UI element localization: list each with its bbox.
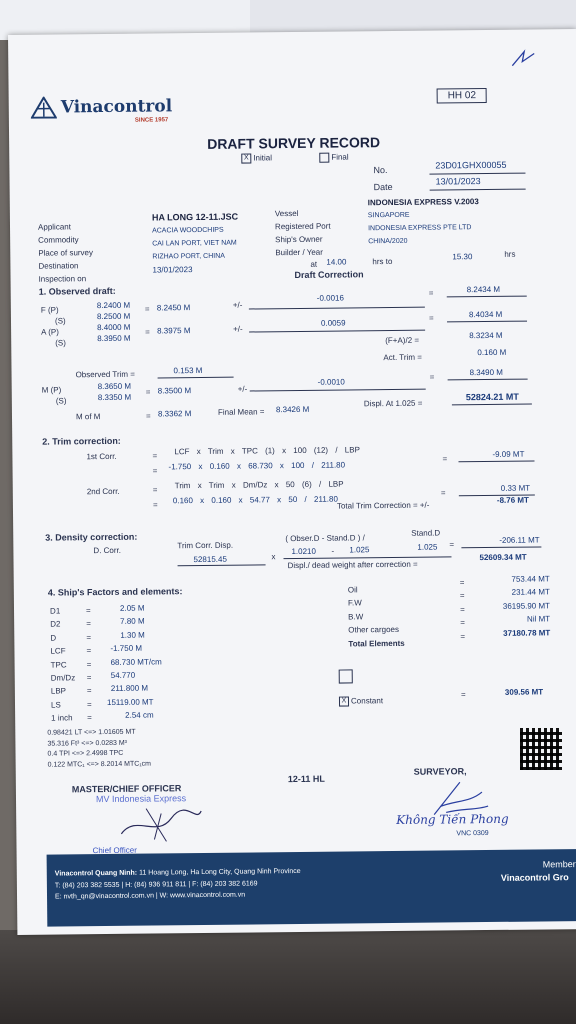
no-value: 23D01GHX00055	[435, 159, 507, 171]
registered-port-label: Registered Port	[274, 221, 331, 232]
owner-value: INDONESIA EXPRESS PTE LTD	[368, 224, 472, 233]
company-address: 11 Hoang Long, Ha Long City, Quang Ninh Province	[139, 867, 301, 877]
commodity-label: Commodity	[38, 235, 79, 245]
obs-d-value: 1.0210	[291, 546, 316, 557]
first-corr-values	[168, 460, 345, 471]
f-result: 8.2434 M	[466, 284, 501, 295]
draft-survey-document	[8, 29, 576, 935]
f2v-div: /	[304, 494, 307, 504]
d-corr-label: D. Corr.	[93, 545, 122, 556]
place-label: Place of survey	[38, 248, 94, 258]
density-eq: =	[449, 540, 455, 550]
eq-other: =	[460, 618, 465, 628]
eq-ls: =	[86, 700, 92, 710]
second-corr-label: 2nd Corr.	[86, 486, 120, 497]
surveyor-code: VNC 0309	[456, 830, 489, 838]
factor-dmdz-label: Dm/Dz	[50, 673, 76, 683]
vessel-short: 12-11 HL	[287, 773, 325, 785]
inspection-value: 13/01/2023	[152, 265, 193, 275]
mp-label: M (P)	[41, 385, 62, 395]
density-x: x	[271, 552, 276, 562]
surveyor-label: SURVEYOR,	[413, 766, 467, 777]
factor-tpc-value: 68.730 MT/cm	[110, 657, 162, 667]
density-formula-top: ( Obser.D - Stand.D ) /	[285, 533, 365, 544]
element-labels	[348, 583, 405, 651]
f2-lbp: LBP	[328, 479, 344, 489]
at-label: at	[310, 259, 318, 269]
company-name: Vinacontrol Quang Ninh:	[54, 869, 138, 878]
factor-d2-label: D2	[50, 619, 61, 629]
right-info-labels	[275, 207, 331, 260]
f2v-trim: 0.160	[172, 496, 193, 506]
s2-heading: 2. Trim correction:	[42, 435, 121, 447]
element-bw-label: B.W	[348, 612, 364, 622]
eq-fw: =	[459, 591, 465, 601]
ap-value: 8.4000 M	[97, 322, 131, 333]
a-mean: 8.3975 M	[157, 326, 191, 336]
eq-tpc: =	[86, 659, 92, 669]
a-result: 8.4034 M	[468, 309, 503, 320]
final-check-box	[319, 153, 329, 163]
total-trim-label: Total Trim Correction = +/-	[336, 500, 430, 511]
applicant-value: HA LONG 12-11.JSC	[151, 211, 239, 223]
m-corr: -0.0010	[317, 377, 345, 387]
factor-d1-value: 2.05 M	[119, 603, 145, 613]
f-mean: 8.2450 M	[156, 303, 191, 313]
eq-dmdz: =	[86, 673, 92, 683]
fore-aft-readings	[97, 300, 131, 344]
constant-label: Constant	[350, 696, 384, 706]
a-pm: +/-	[233, 324, 243, 334]
builder-label: Builder / Year	[275, 247, 323, 258]
f1-100: x 100 (12)	[282, 445, 329, 456]
factor-d-value: 1.30 M	[120, 630, 145, 640]
final-label: Final	[331, 152, 349, 162]
constant-eq: =	[460, 690, 466, 700]
inspection-label: Inspection on	[38, 274, 87, 284]
first-corr-label: 1st Corr.	[86, 451, 117, 462]
ms-label: (S)	[55, 396, 67, 406]
factor-lbp-label: LBP	[50, 686, 67, 697]
hrs-to-label: hrs to	[372, 256, 393, 267]
constant-check-mark: X	[339, 696, 349, 706]
hrs-label: hrs	[504, 249, 516, 259]
f1-x2: x	[230, 446, 235, 456]
chief-officer-stamp: Chief Officer	[92, 845, 137, 856]
f2-xtrim: x Trim	[197, 480, 225, 491]
fore-labels	[41, 304, 66, 348]
element-fw-value: 231.44 MT	[511, 587, 550, 598]
factor-d-label: D	[50, 633, 57, 643]
master-vessel: MV Indonesia Express	[95, 793, 187, 805]
builder-value: CHINA/2020	[368, 237, 408, 246]
second-corr-eq2: =	[152, 500, 158, 510]
eq-total: =	[460, 631, 466, 641]
fa2-label: (F+A)/2 =	[385, 335, 420, 346]
logo-name: Vinacontrol	[60, 96, 173, 118]
destination-value: RIZHAO PORT, CHINA	[152, 252, 225, 261]
conv-ft: 35.316 Ft³ <=> 0.0283 M³	[47, 739, 128, 748]
factor-d1-label: D1	[49, 606, 61, 616]
act-trim-label: Act. Trim =	[383, 352, 422, 363]
trim-corr-disp-label: Trim Corr. Disp.	[177, 540, 234, 551]
to-value: 15.30	[452, 252, 473, 262]
fp-value: 8.2400 M	[96, 300, 131, 311]
eq-inch: =	[87, 713, 92, 723]
fp-label: F (P)	[40, 305, 59, 315]
final-checkbox	[319, 152, 348, 162]
as-label: (S)	[55, 338, 66, 348]
f2v-dmdz: 54.77	[249, 495, 270, 505]
f2-trim: Trim	[174, 481, 191, 491]
background-table	[0, 930, 576, 1024]
m-eq: =	[145, 387, 151, 397]
f2v-x2: x	[238, 495, 243, 505]
f2v-trim2: 0.160	[211, 495, 232, 505]
f1v-tpc: 68.730	[248, 461, 273, 471]
f1-div: /	[335, 445, 338, 455]
m-result-eq: =	[429, 372, 435, 382]
conv-tpi: 0.4 TPI <=> 2.4998 TPC	[47, 749, 124, 758]
displ-value: 52824.21 MT	[465, 391, 519, 403]
displ-after-label: Displ./ dead weight after correction =	[287, 559, 418, 571]
no-label: No.	[373, 165, 388, 176]
handwritten-mark-icon	[508, 47, 538, 69]
doc-ref: HH 02	[437, 88, 488, 104]
eq-bw: =	[459, 605, 465, 615]
eq-d: =	[86, 632, 92, 643]
eq-oil: =	[459, 578, 465, 588]
member-label: Member	[542, 859, 576, 870]
f1-x1: x	[196, 447, 201, 457]
density-result: -206.11 MT	[499, 535, 540, 545]
logo	[31, 96, 57, 123]
factor-values	[106, 601, 162, 722]
place-value: CAI LAN PORT, VIET NAM	[152, 239, 237, 248]
left-info-labels	[38, 220, 93, 286]
fs-value: 8.2500 M	[96, 311, 131, 322]
act-trim-value: 0.160 M	[477, 347, 507, 358]
factor-inch-value: 2.54 cm	[125, 710, 154, 721]
f2-div: /	[318, 479, 322, 489]
f1v-lcf: -1.750	[168, 462, 192, 472]
second-corr-formula	[175, 480, 344, 491]
f-pm: +/-	[232, 300, 243, 310]
second-corr-eq: =	[152, 485, 158, 495]
first-corr-formula	[174, 445, 360, 456]
a-eq: =	[145, 327, 150, 337]
ships-owner-label: Ship's Owner	[275, 234, 323, 245]
fs-label: (S)	[54, 316, 66, 326]
vinacontrol-emblem-icon	[31, 96, 57, 118]
applicant-label: Applicant	[37, 222, 71, 232]
mid-labels	[42, 384, 67, 406]
first-corr-eq2: =	[152, 466, 158, 476]
element-eqs	[460, 576, 465, 643]
f1v-x3: x	[279, 461, 284, 471]
second-result-eq: =	[440, 488, 446, 498]
right-info-values	[368, 195, 480, 248]
element-other-value: Nil MT	[526, 614, 551, 624]
s3-heading: 3. Density correction:	[45, 531, 138, 543]
mp-value: 8.3650 M	[97, 381, 132, 392]
conversion-table	[47, 728, 151, 771]
registered-port-value: SINGAPORE	[367, 211, 410, 220]
f1v-x2: x	[236, 461, 241, 471]
mofm-eq: =	[145, 411, 151, 421]
eq-lbp: =	[86, 686, 92, 696]
eq-d1: =	[85, 606, 91, 616]
initial-check-mark: X	[241, 153, 251, 163]
vessel-value: INDONESIA EXPRESS V.2003	[367, 197, 479, 208]
master-label: MASTER/CHIEF OFFICER	[71, 783, 182, 795]
obs-trim-label: Observed Trim =	[75, 369, 135, 380]
f2-50: 50 (6)	[285, 479, 312, 490]
initial-checkbox	[241, 153, 272, 163]
std-d-value-2: 1.025	[417, 542, 438, 552]
constant-row	[339, 696, 383, 706]
m-pm: +/-	[237, 384, 248, 394]
element-bw-value: 36195.90 MT	[502, 601, 551, 611]
a-corr: 0.0059	[320, 318, 346, 328]
date-label: Date	[373, 181, 393, 193]
f1v-x1: x	[198, 461, 203, 472]
initial-label: Initial	[253, 153, 273, 163]
ap-label: A (P)	[41, 327, 59, 337]
f-corr: -0.0016	[316, 293, 344, 303]
factor-d2-value: 7.80 M	[120, 617, 145, 627]
final-mean-label: Final Mean =	[217, 407, 265, 417]
displ-label: Displ. At 1.025 =	[363, 398, 423, 409]
f-eq: =	[144, 304, 150, 314]
total-trim-value: -8.76 MT	[496, 495, 529, 505]
factor-lcf-value: -1.750 M	[110, 643, 143, 654]
factor-lcf-label: LCF	[50, 646, 66, 656]
destination-label: Destination	[38, 261, 79, 271]
qr-code-icon	[520, 728, 562, 770]
master-signature-icon	[116, 803, 206, 844]
first-corr-eq: =	[152, 451, 158, 461]
m-result: 8.3490 M	[469, 367, 503, 378]
first-result-eq: =	[442, 454, 448, 464]
m-mean: 8.3500 M	[157, 386, 192, 396]
f1-lbp: LBP	[344, 445, 360, 455]
factor-tpc-label: TPC	[50, 660, 67, 670]
f2v-lbp: 211.80	[313, 494, 338, 504]
factor-inch-label: 1 inch	[51, 713, 73, 723]
f2-x2: x	[274, 480, 279, 490]
eq-d2: =	[86, 619, 91, 629]
element-total-label: Total Elements	[348, 638, 405, 649]
factor-eqs	[86, 604, 92, 725]
s4-heading: 4. Ship's Factors and elements:	[47, 586, 183, 598]
as-value: 8.3950 M	[97, 333, 131, 344]
mofm-value: 8.3362 M	[157, 409, 192, 419]
vessel-label: Vessel	[274, 208, 299, 219]
stand-d-label: Stand.D	[411, 528, 441, 538]
factor-ls-label: LS	[50, 700, 61, 710]
conv-mtc: 0.122 MTC₁ <=> 8.2014 MTC₁cm	[47, 760, 152, 769]
at-value: 14.00	[326, 257, 347, 267]
f1v-lbp: 211.80	[321, 460, 346, 470]
first-result: -9.09 MT	[492, 449, 525, 459]
commodity-value: ACACIA WOODCHIPS	[152, 226, 224, 235]
f2v-50: 50	[288, 494, 298, 505]
obs-trim-value: 0.153 M	[173, 365, 203, 376]
density-minus: -	[331, 546, 335, 556]
factor-ls-value: 15119.00 MT	[106, 697, 154, 707]
fa2-value: 8.3234 M	[469, 330, 503, 341]
second-result: 0.33 MT	[500, 483, 531, 493]
draft-correction-heading: Draft Correction	[294, 269, 364, 281]
element-oil-value: 753.44 MT	[511, 574, 550, 584]
element-fw-label: F.W	[347, 598, 362, 608]
trim-corr-disp-value: 52815.45	[193, 554, 227, 565]
element-other-label: Other cargoes	[348, 625, 399, 635]
f1v-trim: 0.160	[209, 461, 230, 471]
mid-readings	[98, 381, 132, 403]
std-d-value: 1.025	[349, 545, 370, 555]
f2-x: x	[231, 480, 236, 490]
f1-lcf: LCF	[174, 447, 190, 457]
f1v-div: /	[311, 460, 314, 470]
footer-emails: E: nvth_qn@vinacontrol.com.vn | W: www.vinacontrol.com.vn	[54, 891, 246, 901]
factor-lbp-value: 211.800 M	[110, 684, 149, 694]
a-result-eq: =	[428, 313, 434, 323]
f2v-x3: x	[277, 495, 282, 505]
final-mean-value: 8.3426 M	[275, 404, 310, 415]
displ-after-value: 52609.34 MT	[479, 552, 527, 563]
date-value: 13/01/2023	[435, 176, 481, 187]
eq-lcf: =	[86, 646, 92, 656]
logo-since: SINCE 1957	[134, 117, 169, 124]
f-result-eq: =	[428, 288, 434, 298]
member-group: Vinacontrol Gro	[500, 872, 569, 883]
left-info-values	[152, 211, 239, 277]
f1v-100: 100	[291, 460, 305, 471]
factor-labels	[50, 604, 76, 725]
ms-value: 8.3350 M	[97, 392, 132, 403]
surveyor-name: Không Tiến Phong	[396, 811, 509, 827]
f2v-x1: x	[200, 495, 205, 506]
empty-checkbox	[339, 669, 353, 683]
conv-lt: 0.98421 LT <=> 1.01605 MT	[47, 728, 136, 737]
element-total-value: 37180.78 MT	[503, 627, 551, 638]
second-corr-values	[173, 495, 338, 506]
element-values	[488, 572, 551, 640]
constant-value: 309.56 MT	[504, 687, 544, 697]
f1-tpc: TPC (1)	[241, 446, 275, 456]
mofm-label: M of M	[75, 412, 101, 422]
factor-dmdz-value: 54.770	[110, 670, 136, 680]
element-oil-label: Oil	[347, 585, 358, 595]
page-title: DRAFT SURVEY RECORD	[207, 134, 381, 152]
f2-dmdz: Dm/Dz	[242, 480, 268, 490]
f1-trim: Trim	[207, 446, 224, 456]
s1-heading: 1. Observed draft:	[38, 285, 116, 297]
footer-phones: T: (84) 203 382 5535 | H: (84) 936 911 811 | F: (84) 203 382 6169	[54, 880, 258, 890]
